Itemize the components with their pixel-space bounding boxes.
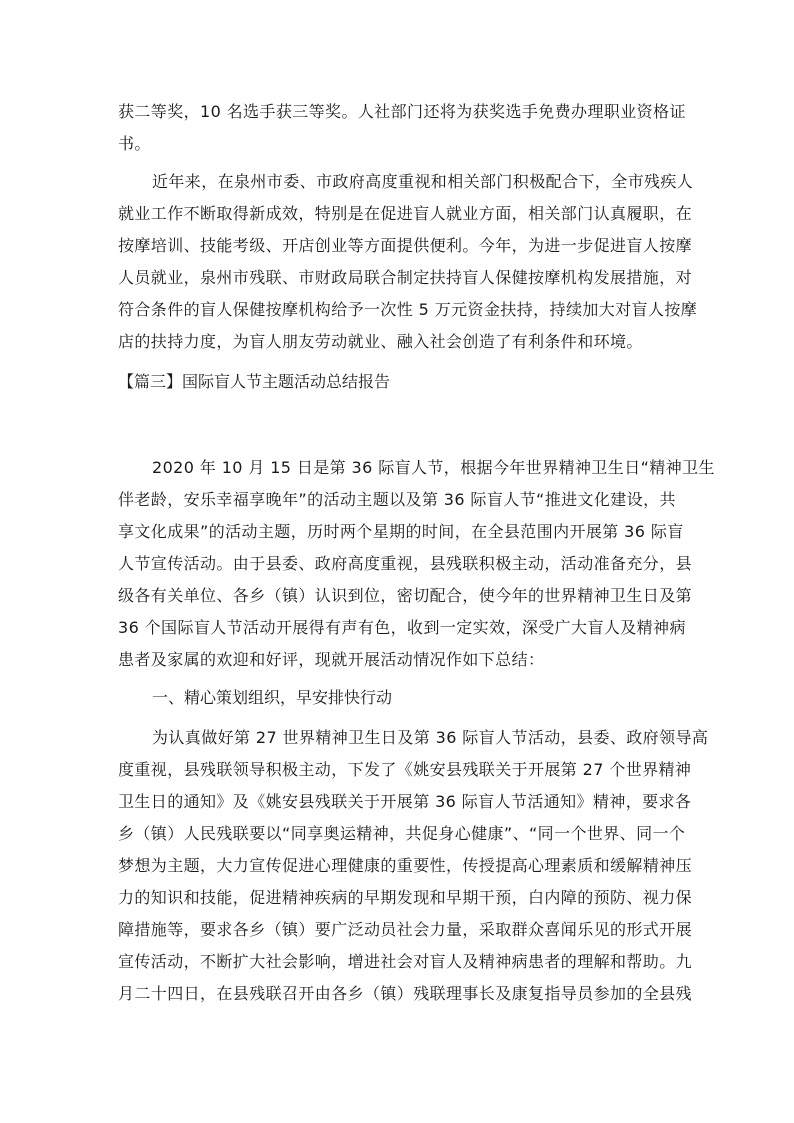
text-line: 级各有关单位、各乡（镇）认识到位，密切配合，使今年的世界精神卫生日及第: [118, 586, 693, 605]
text-line: 就业工作不断取得新成效，特别是在促进盲人就业方面，相关部门认真履职，在: [118, 204, 693, 223]
text-line: 按摩培训、技能考级、开店创业等方面提供便利。今年，为进一步促进盲人按摩: [118, 236, 693, 255]
subheading-planning: 一、精心策划组织，早安排快行动: [152, 688, 393, 707]
paragraph-awards: [118, 96, 686, 160]
section-title: 【篇三】国际盲人节主题活动总结报告: [118, 372, 391, 391]
paragraph-blind-day-intro: [118, 452, 715, 676]
text-line: 卫生日的通知》及《姚安县残联关于开展第 36 际盲人节活通知》精神，要求各: [118, 792, 692, 811]
text-line: 2020 年 10 月 15 日是第 36 际盲人节，根据今年世界精神卫生日“精神卫生: [152, 458, 715, 477]
text-line: 障措施等，要求各乡（镇）要广泛动员社会力量，采取群众喜闻乐见的形式开展: [118, 920, 693, 939]
text-line: 乡（镇）人民残联要以“同享奥运精神，共促身心健康”、“同一个世界、同一个: [118, 824, 686, 843]
text-line: 度重视，县残联领导积极主动，下发了《姚安县残联关于开展第 27 个世界精神: [118, 760, 692, 779]
text-line: 36 个国际盲人节活动开展得有声有色，收到一定实效，深受广大盲人及精神病: [118, 618, 686, 637]
text-line: 为认真做好第 27 世界精神卫生日及第 36 际盲人节活动，县委、政府领导高: [152, 728, 709, 747]
text-line: 宣传活动，不断扩大社会影响，增进社会对盲人及精神病患者的理解和帮助。九: [118, 952, 693, 971]
text-line: 力的知识和技能，促进精神疾病的早期发现和早期干预，白内障的预防、视力保: [118, 888, 693, 907]
text-line: 伴老龄，安乐幸福享晚年”的活动主题以及第 36 际盲人节“推进文化建设，共: [118, 490, 676, 509]
text-line: 患者及家属的欢迎和好评，现就开展活动情况作如下总结：: [118, 650, 545, 669]
text-line: 梦想为主题，大力宣传促进心理健康的重要性，传授提高心理素质和缓解精神压: [118, 856, 693, 875]
text-line: 符合条件的盲人保健按摩机构给予一次性 5 万元资金扶持，持续加大对盲人按摩: [118, 300, 698, 319]
text-line: 月二十四日，在县残联召开由各乡（镇）残联理事长及康复指导员参加的全县残: [118, 984, 693, 1003]
text-line: 享文化成果”的活动主题，历时两个星期的时间，在全县范围内开展第 36 际盲: [118, 522, 684, 541]
text-line: 获二等奖，10 名选手获三等奖。人社部门还将为获奖选手免费办理职业资格证: [118, 102, 686, 121]
paragraph-quanzhou-employment: [118, 166, 698, 358]
text-line: 人节宣传活动。由于县委、政府高度重视，县残联积极主动，活动准备充分，县: [118, 554, 693, 573]
paragraph-planning-details: [118, 722, 709, 1010]
text-line: 书。: [118, 134, 151, 153]
text-line: 人员就业，泉州市残联、市财政局联合制定扶持盲人保健按摩机构发展措施，对: [118, 268, 693, 287]
text-line: 近年来，在泉州市委、市政府高度重视和相关部门积极配合下，全市残疾人: [152, 172, 694, 191]
text-line: 店的扶持力度，为盲人朋友劳动就业、融入社会创造了有利条件和环境。: [118, 332, 643, 351]
